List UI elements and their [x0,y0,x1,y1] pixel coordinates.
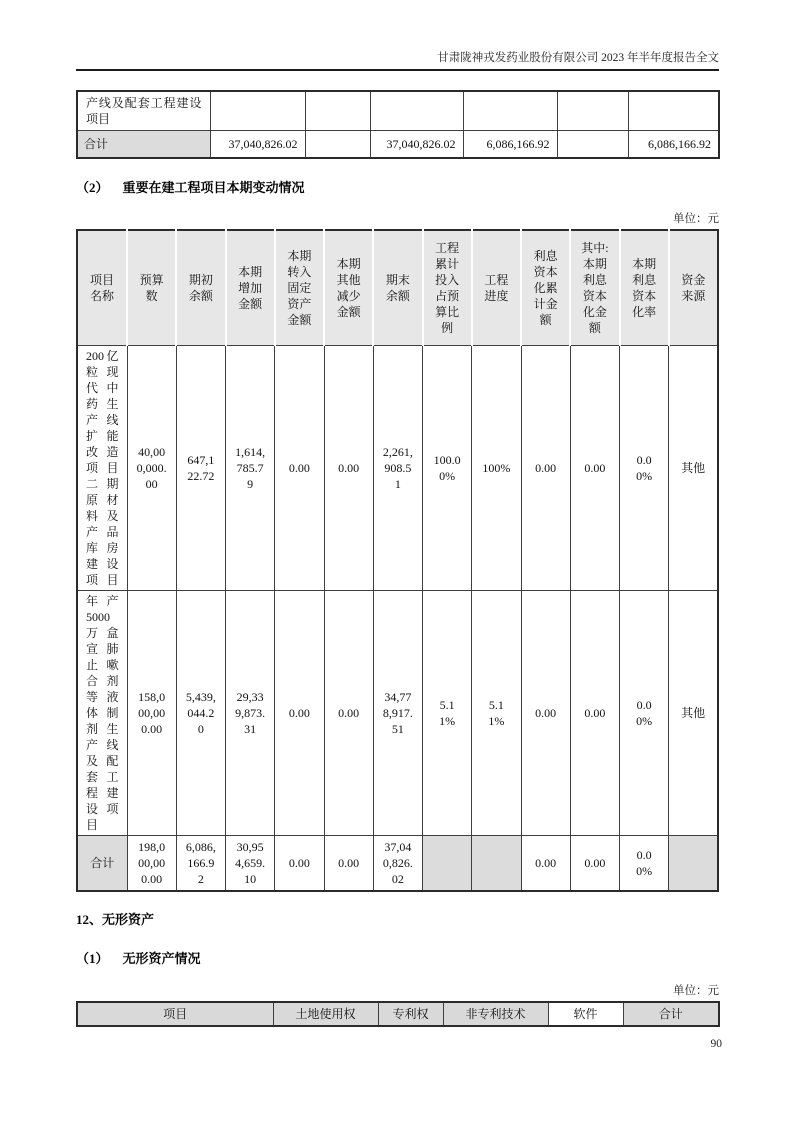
column-header: 预算数 [127,230,176,346]
table-cell: 0.00 [521,346,570,591]
table-cell: 0.00 [521,591,570,836]
table-cell: 0.00 [570,591,619,836]
table-cell: 0.00 [275,346,324,591]
doc-header [76,0,719,71]
section-title: 重要在建工程项目本期变动情况 [122,179,305,195]
table-cell: 0.00% [620,836,669,891]
total-row [77,836,718,891]
table-cell: 34,778,917.51 [373,591,422,836]
section-title: 12、无形资产 [76,911,155,927]
column-header: 本期增加金额 [226,230,275,346]
table-cell: 2,261,908.51 [373,346,422,591]
section-heading-12-1 [76,950,719,967]
column-header: 本期转入固定资产金额 [275,230,324,346]
table-cell: 6,086,166.92 [628,131,719,158]
table-cell [557,131,628,158]
table-cell: 6,086,166.92 [176,836,225,891]
table-cell [557,91,628,131]
table-cell: 6,086,166.92 [463,131,557,158]
table-cell [423,836,472,891]
table-cell: 158,000,000.00 [127,591,176,836]
table-cell [628,91,719,131]
column-header: 利息资本化累计金额 [521,230,570,346]
section-title: 无形资产情况 [122,950,201,966]
header-row [77,1002,719,1026]
project-name-cell: 年产5000万盒宣肺止嗽合剂等液体制剂生产线及配套工程建设项目 [77,591,127,836]
table-cell: 0.00 [570,346,619,591]
table-cell: 0.00 [324,836,373,891]
section-heading-12 [76,911,719,928]
carryover-table [76,90,720,159]
table-cell: 5,439,044.20 [176,591,225,836]
column-header: 专利权 [378,1002,443,1026]
section-number: （2） [76,179,109,195]
column-header: 资金来源 [669,230,718,346]
table-cell: 40,000,000.00 [127,346,176,591]
section-number: （1） [76,950,109,966]
column-header: 项目名称 [77,230,127,346]
project-name-cell: 200亿粒现代中药生产线扩能改造项目二期原材料及产品库房建设项目 [77,346,127,591]
table-cell: 29,339,873.31 [226,591,275,836]
column-header: 期初余额 [176,230,225,346]
column-header: 项目 [77,1002,273,1026]
total-label-cell: 合计 [77,836,127,891]
intangible-assets-table [76,1001,720,1027]
table-cell [305,91,370,131]
table-cell [669,836,718,891]
unit-label: 单位：元 [673,984,719,997]
table-cell: 37,040,826.02 [210,131,305,158]
table-cell: 30,954,659.10 [226,836,275,891]
table-cell: 0.00 [275,591,324,836]
column-header: 非专利技术 [443,1002,548,1026]
doc-header-title: 甘肃陇神戎发药业股份有限公司 2023 年半年度报告全文 [437,52,719,64]
unit-label: 单位：元 [673,212,719,225]
column-header: 工程进度 [472,230,521,346]
table-row [77,591,718,836]
table-cell: 5.11% [423,591,472,836]
section-heading-2 [76,179,719,196]
column-header: 期末余额 [373,230,422,346]
table-cell: 0.00 [275,836,324,891]
table-cell: 37,040,826.02 [373,836,422,891]
table-cell: 198,000,000.00 [127,836,176,891]
table-cell: 37,040,826.02 [370,131,463,158]
column-header: 其中:本期利息资本化金额 [570,230,619,346]
column-header: 软件 [548,1002,623,1026]
total-label-cell: 合计 [77,131,210,158]
table-cell: 0.00 [324,346,373,591]
table-cell [305,131,370,158]
table-cell: 100% [472,346,521,591]
column-header: 本期利息资本化率 [620,230,669,346]
table-cell: 0.00% [620,346,669,591]
header-row [77,230,718,346]
table-row [77,346,718,591]
total-row [77,131,719,158]
column-header: 本期其他减少金额 [324,230,373,346]
table-cell: 5.11% [472,591,521,836]
table-cell: 0.00 [570,836,619,891]
page-number: 90 [710,1038,722,1050]
table-cell [463,91,557,131]
table-cell: 0.00% [620,591,669,836]
table-cell [210,91,305,131]
table-cell [370,91,463,131]
funding-source-cell: 其他 [669,346,718,591]
table-cell: 0.00 [521,836,570,891]
funding-source-cell: 其他 [669,591,718,836]
column-header: 土地使用权 [273,1002,378,1026]
table-cell [472,836,521,891]
table-cell: 1,614,785.79 [226,346,275,591]
table-cell: 100.00% [423,346,472,591]
project-name-cell: 产线及配套工程建设项目 [77,91,210,131]
column-header: 工程累计投入占预算比例 [423,230,472,346]
table-cell: 647,122.72 [176,346,225,591]
construction-table [76,229,719,892]
table-row [77,91,719,131]
table-cell: 0.00 [324,591,373,836]
column-header: 合计 [623,1002,719,1026]
